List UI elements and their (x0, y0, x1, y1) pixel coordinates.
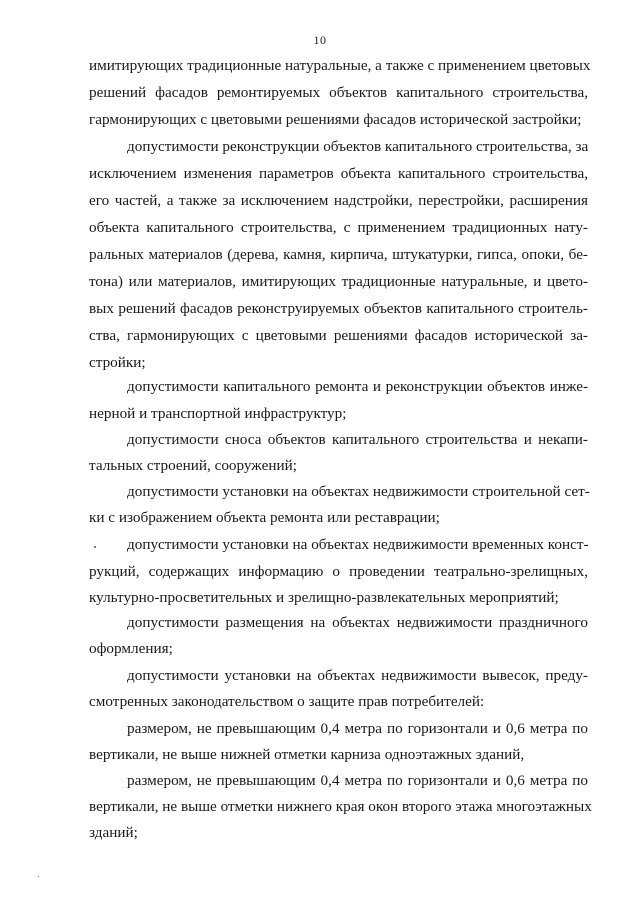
page-number: 10 (313, 33, 327, 47)
scan-speck (94, 546, 96, 548)
text-line: допустимости установки на объектах недвижимости вывесок, преду- (127, 667, 588, 684)
text-line: решений фасадов ремонтируемых объектов капитального строительства, (89, 84, 588, 101)
text-line: рукций, содержащих информацию о проведении театрально-зрелищных, (89, 563, 588, 580)
text-line: ства, гармонирующих с цветовыми решениями фасадов исторической за- (89, 327, 588, 344)
text-line: допустимости размещения на объектах недвижимости праздничного (127, 614, 588, 631)
text-line: его частей, а также за исключением надстройки, перестройки, расширения (89, 192, 588, 209)
text-line: допустимости реконструкции объектов капитального строительства, за (127, 138, 589, 155)
scan-speck (38, 876, 39, 877)
text-line: нерной и транспортной инфраструктур; (89, 405, 347, 422)
text-line: тальных строений, сооружений; (89, 457, 297, 474)
text-line: культурно-просветительных и зрелищно-развлекательных мероприятий; (89, 589, 559, 606)
text-line: вых решений фасадов реконструируемых объектов капитального строитель- (89, 300, 588, 317)
text-line: допустимости установки на объектах недвижимости строительной сет- (127, 483, 590, 500)
text-line: ральных материалов (дерева, камня, кирпича, штукатурки, гипса, опоки, бе- (89, 246, 588, 263)
text-line: допустимости установки на объектах недвижимости временных конст- (127, 536, 589, 553)
text-line: вертикали, не выше нижней отметки карниза одноэтажных зданий, (89, 746, 525, 763)
text-line: гармонирующих с цветовыми решениями фасадов исторической застройки; (89, 111, 582, 128)
text-line: исключением изменения параметров объекта капитального строительства, (89, 165, 588, 182)
text-line: допустимости сноса объектов капитального строительства и некапи- (127, 431, 588, 448)
text-line: размером, не превышающим 0,4 метра по горизонтали и 0,6 метра по (127, 772, 588, 789)
text-line: имитирующих традиционные натуральные, а также с применением цветовых (89, 57, 591, 74)
text-line: объекта капитального строительства, с применением традиционных нату- (89, 219, 588, 236)
text-line: ки с изображением объекта ремонта или реставрации; (89, 509, 440, 526)
text-line: оформления; (89, 640, 173, 657)
text-line: стройки; (89, 354, 146, 371)
text-line: допустимости капитального ремонта и реконструкции объектов инже- (127, 378, 588, 395)
text-line: тона) или материалов, имитирующих традиционные натуральные, и цвето- (89, 273, 588, 290)
text-line: размером, не превышающим 0,4 метра по горизонтали и 0,6 метра по (127, 720, 588, 737)
text-line: смотренных законодательством о защите прав потребителей: (89, 693, 485, 710)
text-line: вертикали, не выше отметки нижнего края окон второго этажа многоэтажных (89, 798, 592, 815)
text-line: зданий; (89, 824, 138, 841)
